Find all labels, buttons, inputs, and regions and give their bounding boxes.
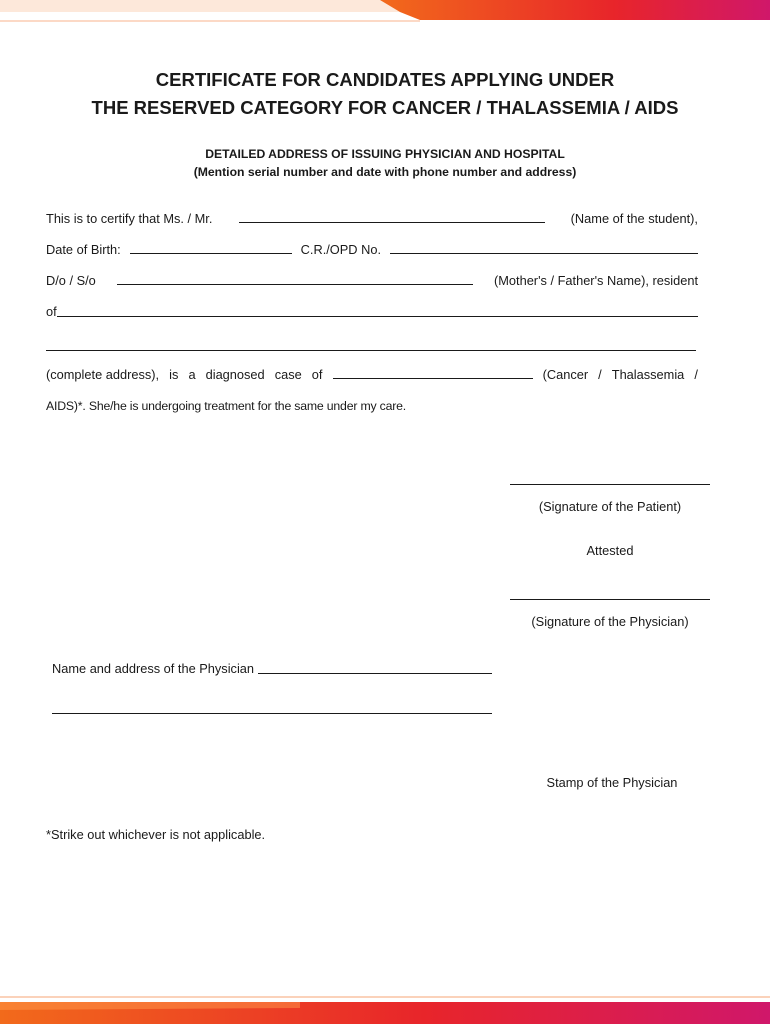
parent-label: (Mother's / Father's Name), resident	[493, 273, 698, 288]
footnote: *Strike out whichever is not applicable.	[46, 827, 266, 842]
complete-address-label: (complete address),	[46, 367, 160, 382]
physician-signature-label: (Signature of the Physician)	[531, 614, 689, 629]
subtitle-line-1: DETAILED ADDRESS OF ISSUING PHYSICIAN AND HOSPITAL	[205, 147, 565, 161]
patient-signature-line[interactable]	[510, 484, 710, 485]
disease-thalassemia: Thalassemia	[611, 367, 685, 382]
address-blank-1[interactable]	[57, 304, 698, 317]
word-case: case	[274, 367, 302, 382]
physician-name-label: Name and address of the Physician	[52, 661, 255, 676]
do-so-label: D/o / S/o	[46, 273, 96, 288]
top-decorative-band	[0, 0, 770, 24]
patient-signature-label: (Signature of the Patient)	[538, 499, 682, 514]
subtitle-line-2: (Mention serial number and date with phone number and address)	[193, 165, 577, 179]
name-student-label: (Name of the student),	[570, 211, 698, 226]
dob-label: Date of Birth:	[46, 242, 121, 257]
certificate-title	[0, 66, 770, 122]
slash-2: /	[694, 367, 698, 382]
physician-name-blank[interactable]	[258, 661, 492, 674]
cr-opd-blank[interactable]	[390, 241, 698, 254]
cr-opd-label: C.R./OPD No.	[300, 242, 382, 257]
attested-label: Attested	[586, 543, 634, 558]
certificate-subtitle	[0, 145, 770, 181]
title-line-2: THE RESERVED CATEGORY FOR CANCER / THALASSEMIA / AIDS	[91, 97, 679, 118]
physician-address-blank[interactable]	[52, 713, 492, 714]
word-is: is	[169, 367, 179, 382]
dob-blank[interactable]	[130, 241, 292, 254]
bottom-decorative-band	[0, 994, 770, 1024]
of-line	[46, 303, 698, 321]
address-blank-2[interactable]	[46, 350, 696, 351]
aids-line: AIDS)*. She/he is undergoing treatment for the same under my care.	[46, 399, 406, 413]
diagnosis-line	[46, 366, 698, 384]
physician-name-line	[52, 660, 492, 678]
student-name-blank[interactable]	[239, 210, 545, 223]
word-diagnosed: diagnosed	[205, 367, 265, 382]
certify-line	[46, 210, 698, 228]
word-a: a	[188, 367, 196, 382]
disease-cancer: (Cancer	[542, 367, 589, 382]
word-of: of	[311, 367, 323, 382]
title-line-1: CERTIFICATE FOR CANDIDATES APPLYING UNDER	[155, 69, 615, 90]
certify-prefix: This is to certify that Ms. / Mr.	[46, 211, 213, 226]
stamp-label: Stamp of the Physician	[546, 775, 678, 790]
parent-name-blank[interactable]	[117, 272, 473, 285]
of-label: of	[46, 304, 57, 319]
diagnosis-blank[interactable]	[333, 366, 533, 379]
slash-1: /	[598, 367, 602, 382]
physician-signature-line[interactable]	[510, 599, 710, 600]
parent-line	[46, 272, 698, 290]
dob-line	[46, 241, 698, 259]
